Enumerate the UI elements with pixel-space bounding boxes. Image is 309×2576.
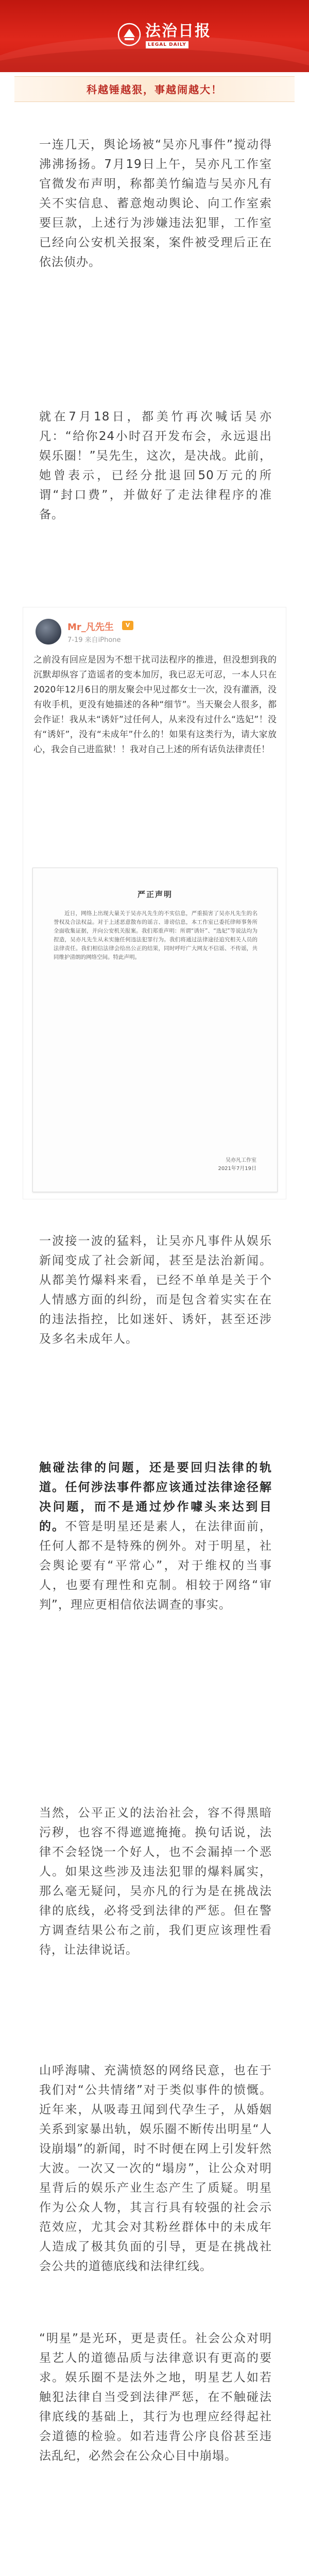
paragraph-1: 一连几天，舆论场被“吴亦凡事件”搅动得沸沸扬扬。7月19日上午，吴亦凡工作室官微发布声明，称都美竹编造与吴亦凡有关不实信息、蓄意炮动舆论、向工作室索要巨款，上述行为涉嫌违法犯罪，工作室已经向公安机关报案，案件被受理后正在依法侦办。: [39, 138, 272, 269]
paragraph-7: “明星”是光环，更是责任。社会公众对明星艺人的道德品质与法律意识有更高的要求。娱乐圈不是法外之地，明星艺人如若触犯法律自当受到法律严惩，在不触碰法律底线的基础上，其行为也理应经得起社会道德的检验。如若违背公序良俗甚至违法乱纪，必然会在公众心目中崩塌。: [39, 2332, 272, 2463]
vip-badge-icon: V: [122, 621, 133, 630]
statement-body: 近日，网络上出现大量关于吴亦凡先生的不实信息，严重损害了吴亦凡先生的名誉权及合法权益。对于上述恶意散布的谣言、诽谤信息，本工作室已委托律师事务所全面收集证据，并向公安机关报案。我们郑重声明：所谓“诱奸”、“选妃”等说法均为捏造，吴亦凡先生从未实施任何违法犯罪行为。我们将通过法律途径追究相关人员的法律责任。我们相信法律会给出公正的结果，同时呼吁广大网友不信谣、不传谣，共同维护清朗的网络空间。特此声明。: [54, 910, 258, 960]
logo-name: 法治日报: [145, 22, 211, 40]
paragraph-3: 一波接一波的猛料，让吴亦凡事件从娱乐新闻变成了社会新闻，甚至是法治新闻。从都美竹爆料来看，已经不单单是关于个人情感方面的纠纷，而是包含着实实在在的违法指控，比如迷奸、诱奸，甚至还涉及多名未成年人。: [39, 1234, 272, 1346]
paragraph-4-rest: 不管是明星还是素人，在法律面前，任何人都不是特殊的例外。对于明星，社会舆论要有“平常心”，对于维权的当事人，也要有理性和克制。相较于网络“审判”，理应更相信依法调查的事实。: [39, 1520, 272, 1612]
statement-image[interactable]: [32, 868, 278, 1192]
paragraph-6: 山呼海啸、充满愤怒的网络民意，也在于我们对“公共情绪”对于类似事件的愤慨。近年来，从吸毒丑闻到代孕生子，从婚姻关系到家暴出轨，娱乐圈不断传出明星“人设崩塌”的新闻，时不时便在网上引发轩然大波。一次又一次的“塌房”，让公众对明星背后的娱乐产业生态产生了质疑。明星作为公众人物，其言行具有较强的社会示范效应，尤其会对其粉丝群体中的未成年人造成了极其负面的引导，更是在挑战社会公共的道德底线和法律红线。: [39, 2064, 272, 2273]
weibo-user-name[interactable]: Mr_凡先生: [67, 622, 114, 633]
weibo-post-card[interactable]: [23, 607, 286, 1199]
avatar[interactable]: [36, 619, 61, 645]
legal-daily-emblem-icon: [117, 23, 141, 46]
weibo-post-text: 之前没有回应是因为不想干扰司法程序的推进，但没想到我的沉默却纵容了造谣者的变本加厉，我已忍无可忍，一本人只在2020年12月6日的朋友聚会中见过都女士一次，没有灌酒，没有收手机，更没有她描述的各种“细节”。当天聚会人很多，都会作证！我从未“诱奸”过任何人，从来没有过什么“选妃”！没有“诱奸”，没有“未成年”什么的！如果有这类行为，请大家放心，我会自己进监狱！！我对自己上述的所有话负法律责任！: [33, 655, 277, 755]
statement-title: 严正声明: [137, 890, 173, 899]
headline-banner: 科越锤越狠，事越闹越大！: [14, 76, 295, 102]
paragraph-5: 当然，公平正义的法治社会，容不得黑暗污秽，也容不得遮遮掩掩。换句话说，法律不会轻饶一个好人，也不会漏掉一个恶人。如果这些涉及违法犯罪的爆料属实，那么毫无疑问，吴亦凡的行为是在挑战法律的底线，必将受到法律的严惩。但在警方调查结果公布之前，我们更应该理性看待，让法律说话。: [39, 1806, 272, 1957]
paragraph-2: 就在7月18日，都美竹再次喊话吴亦凡：“给你24小时召开发布会，永远退出娱乐圈！”吴先生，这次，是决战。此前，她曾表示，已经分批退回50万元的所谓“封口费”，并做好了走法律程序的准备。: [39, 410, 272, 521]
masthead: [0, 0, 309, 72]
logo-subtitle: LEGAL DAILY: [146, 41, 188, 48]
paragraph-4-emphasis: 触碰法律的问题，还是要回归法律的轨道。任何涉法事件都应该通过法律途径解决问题，而不是通过炒作噱头来达到目的。: [39, 1461, 272, 1533]
weibo-post-time: 7-19 来自iPhone: [67, 636, 121, 644]
paragraph-4: [39, 1458, 272, 1615]
statement-signature: 吴亦凡工作室 2021年7月19日: [218, 1158, 256, 1172]
